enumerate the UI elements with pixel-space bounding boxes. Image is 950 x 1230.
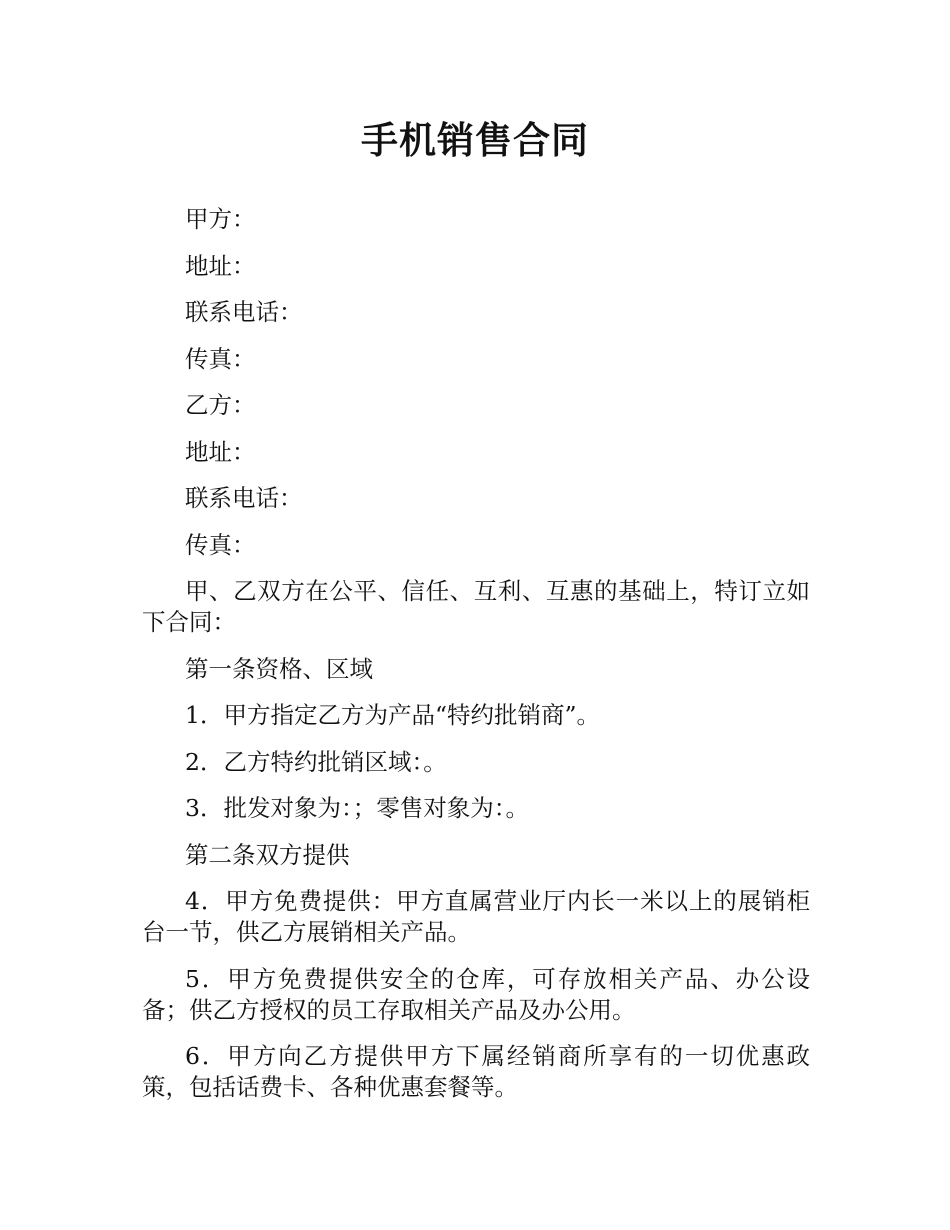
clause-item: 1．甲方指定乙方为产品“特约批销商”。 <box>185 701 600 729</box>
clause-item: 3．批发对象为：；零售对象为：。 <box>185 794 529 822</box>
document-title: 手机销售合同 <box>361 119 589 162</box>
party-b-fax-field: 传真： <box>185 530 256 559</box>
clause-item: 6．甲方向乙方提供甲方下属经销商所享有的一切优惠政策，包括话费卡、各种优惠套餐等。 <box>142 1042 810 1101</box>
article-heading: 第一条资格、区域 <box>185 654 373 683</box>
article-heading: 第二条双方提供 <box>185 840 350 869</box>
party-a-fax-field: 传真： <box>185 344 256 373</box>
clause-item: 5．甲方免费提供安全的仓库，可存放相关产品、办公设备；供乙方授权的员工存取相关产品及办公用。 <box>142 964 810 1024</box>
party-a-phone-field: 联系电话： <box>185 298 303 326</box>
party-b-phone-field: 联系电话： <box>185 484 303 512</box>
party-b-field: 乙方： <box>185 391 256 419</box>
clause-item: 4．甲方免费提供：甲方直属营业厅内长一米以上的展销柜台一节，供乙方展销相关产品。 <box>142 887 810 946</box>
document-body <box>142 204 810 1119</box>
clause-item: 2．乙方特约批销区域：。 <box>185 747 447 776</box>
party-a-address-field: 地址： <box>185 251 256 280</box>
party-b-address-field: 地址： <box>185 437 256 466</box>
contract-preamble: 甲、乙双方在公平、信任、互利、互惠的基础上，特订立如下合同： <box>142 577 810 636</box>
party-a-field: 甲方： <box>185 205 256 233</box>
